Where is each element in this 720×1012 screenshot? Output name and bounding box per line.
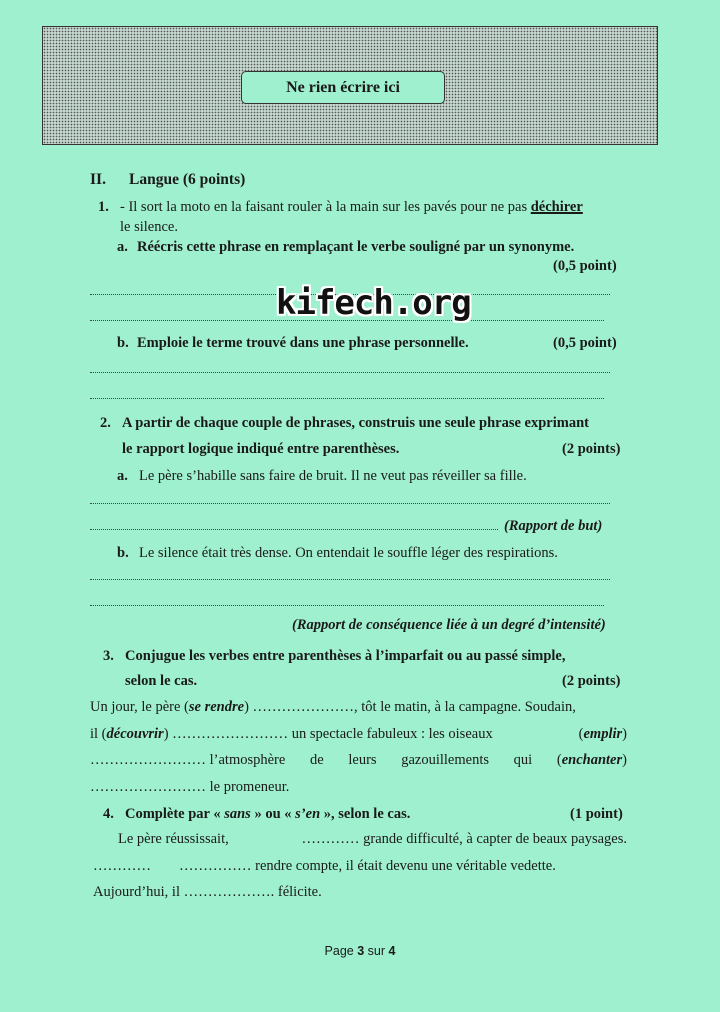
section-title: Langue (6 points) [129,171,246,188]
section-number: II. [90,171,106,188]
q3-instruction-line2: selon le cas. [125,673,198,689]
q3-points: (2 points) [562,673,621,689]
q4-number: 4. [103,806,114,822]
q1a-points: (0,5 point) [553,258,617,274]
q1a-label: a. [117,239,128,255]
q1a-instruction: Réécris cette phrase en remplaçant le verbe souligné par un synonyme. [137,239,575,255]
q2-instruction-line1: A partir de chaque couple de phrases, construis une seule phrase exprimant [122,415,589,431]
answer-line[interactable] [90,398,604,399]
do-not-write-notice: Ne rien écrire ici [241,71,445,104]
verb-infinitive: se rendre [188,699,245,715]
answer-line[interactable] [90,372,610,373]
answer-line[interactable] [90,503,610,504]
answer-line[interactable] [90,605,604,606]
q4-points: (1 point) [570,806,623,822]
q3-text-line: Un jour, le père (se rendre) …………………, tôt le matin, à la campagne. Soudain, [90,699,576,715]
q2-points: (2 points) [562,441,621,457]
q1b-points: (0,5 point) [553,335,617,351]
q1-sentence: - Il sort la moto en la faisant rouler à la main sur les pavés pour ne pas déchirer [120,199,583,215]
q4-text-line: Le père réussissait, ………… grande difficulté, à capter de beaux paysages. [118,831,627,847]
q2a-label: a. [117,468,128,484]
q3-instruction-line1: Conjugue les verbes entre parenthèses à l’imparfait ou au passé simple, [125,648,566,664]
underlined-verb: déchirer [530,199,583,215]
q1-number: 1. [98,199,109,215]
q2b-label: b. [117,545,129,561]
verb-infinitive: emplir [583,726,623,742]
q2a-relation-hint: (Rapport de but) [504,518,603,534]
q2a-sentences: Le père s’habille sans faire de bruit. Il ne veut pas réveiller sa fille. [139,468,527,484]
q3-text-line: …………………… l’atmosphère de leurs gazouillements qui (enchanter) [90,752,627,768]
answer-line[interactable] [90,579,610,580]
q4-instruction: Complète par « sans » ou « s’en », selon le cas. [125,806,411,822]
q4-text-line: Aujourd’hui, il ………………. félicite. [93,884,322,900]
q2-instruction-line2: le rapport logique indiqué entre parenthèses. [122,441,400,457]
watermark-logo: kifech.org [276,283,471,323]
q1b-label: b. [117,335,129,351]
q2-number: 2. [100,415,111,431]
q1-sentence-end: le silence. [120,219,178,235]
q4-text-line: ………… …………… rendre compte, il était devenu une véritable vedette. [93,858,556,874]
q3-text-line: il (découvrir) …………………… un spectacle fabuleux : les oiseaux (emplir) [90,726,627,742]
q3-text-line: …………………… le promeneur. [90,779,290,795]
verb-infinitive: découvrir [106,726,164,742]
q2b-relation-hint: (Rapport de conséquence liée à un degré d’intensité) [292,617,606,633]
q3-number: 3. [103,648,114,664]
answer-line[interactable] [90,529,498,530]
verb-infinitive: enchanter [561,752,623,768]
page-number: Page 3 sur 4 [324,944,396,958]
q1b-instruction: Emploie le terme trouvé dans une phrase personnelle. [137,335,469,351]
q2b-sentences: Le silence était très dense. On entendait le souffle léger des respirations. [139,545,558,561]
